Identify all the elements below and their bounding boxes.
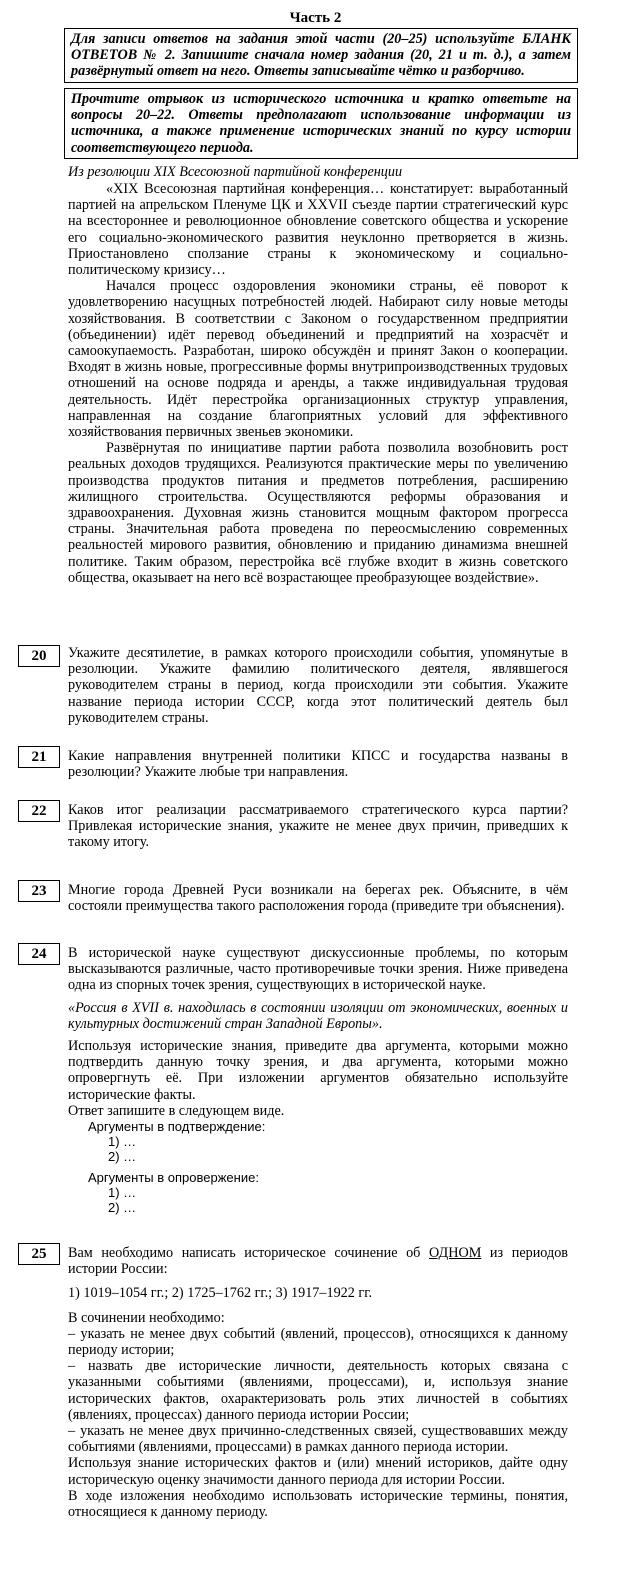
part-title: Часть 2 [289, 10, 342, 26]
question-25-need: В сочинении необходимо: [68, 1309, 225, 1326]
question-23-text: Многие города Древней Руси возникали на берегах рек. Объясните, в чём состояли преимущества такого расположения города (приведите три объяснения). [68, 882, 568, 915]
source-paragraph: Начался процесс оздоровления экономики страны, её поворот к удовлетворению насущных потребностей людей. Набирают силу новые методы хозяйствования. В соответствии с Законом о государственном предприятии (объединении) идёт перевод объединений и предприятий на хозрасчёт и самоокупаемость. Разработан, широко обсуждён и принят Закон о кооперации. Входят в жизнь новые, прогрессивные формы внутрипроизводственных трудовых отношений на основе подряда и аренды, а также индивидуальная трудовая деятельность. Идёт перестройка организационных структур управления, направленная на создание благоприятных условий для эффективного хозяйствования первичных звеньев экономики. [68, 278, 568, 441]
con-label: Аргументы в опровержение: [88, 1170, 259, 1186]
question-20-text: Укажите десятилетие, в рамках которого происходили события, упомянутые в резолюции. Укажите фамилию политического деятеля, являвшегося руководителем страны в период, когда происходили эти события. Укажите название периода истории СССР, когда этот политический деятель был руководителем страны. [68, 645, 568, 726]
pro-arguments [68, 1119, 568, 1215]
question-number-21: 21 [18, 746, 60, 768]
question-24-task: Используя исторические знания, приведите два аргумента, которыми можно подтвердить данную точку зрения, и два аргумента, которыми можно опровергнуть её. При изложении аргументов обязательно используйте исторические факты. [68, 1038, 568, 1103]
requirement-1: – указать не менее двух событий (явлений, процессов), относящихся к данному периоду истории; [68, 1325, 568, 1359]
reading-instruction-box: Прочтите отрывок из исторического источника и кратко ответьте на вопросы 20–22. Ответы предполагают использование информации из источника, а также применение исторических знаний по курсу истории соответствующего периода. [64, 88, 578, 159]
requirement-3: – указать не менее двух причинно-следственных связей, существовавших между событиями (явлениями, процессами) в рамках данного периода истории. [68, 1423, 568, 1456]
question-24-block [68, 945, 568, 1215]
question-24-format: Ответ запишите в следующем виде. [68, 1102, 285, 1119]
question-25-intro [68, 1245, 568, 1277]
con-item: 2) … [108, 1200, 137, 1216]
intro-text-end: из периодов истории России: [68, 1245, 568, 1278]
emphasis-one: ОДНОМ [429, 1245, 482, 1261]
question-number-20: 20 [18, 645, 60, 667]
source-text [68, 181, 568, 586]
question-25-periods: 1) 1019–1054 гг.; 2) 1725–1762 гг.; 3) 1917–1922 гг. [68, 1285, 372, 1302]
question-21-text: Какие направления внутренней политики КПСС и государства названы в резолюции? Укажите любые три направления. [68, 748, 568, 781]
question-number-25: 25 [18, 1243, 60, 1265]
pro-item: 2) … [108, 1149, 137, 1165]
con-item: 1) … [108, 1185, 137, 1201]
source-paragraph: «XIX Всесоюзная партийная конференция… констатирует: выработанный партией на апрельском Пленуме ЦК и XXVII съезде партии стратегический курс на всестороннее и революционное обновление советского общества и ускорение его социально-экономического развития неуклонно претворяется в жизнь. Приостановлено сползание страны к экономическому и социально-политическому кризису… [68, 181, 568, 279]
question-25-terms: В ходе изложения необходимо использовать исторические термины, понятия, относящиеся к данному периоду. [68, 1487, 568, 1521]
intro-text: Вам необходимо написать историческое сочинение об [68, 1245, 429, 1261]
pro-label: Аргументы в подтверждение: [88, 1119, 266, 1135]
question-25-block [68, 1245, 568, 1520]
source-title: Из резолюции XIX Всесоюзной партийной конференции [68, 164, 403, 180]
question-22-text: Каков итог реализации рассматриваемого стратегического курса партии? Привлекая исторические знания, укажите не менее двух причин, приведших к такому итогу. [68, 802, 568, 851]
requirement-2: – назвать две исторические личности, деятельность которых связана с указанными событиями (явлениями, процессами), и, используя знание исторических фактов, охарактеризовать роль этих личностей в событиях (явлениях, процессах) данного периода истории России; [68, 1358, 568, 1423]
question-24-quote: «Россия в XVII в. находилась в состоянии изоляции от экономических, военных и культурных достижений стран Западной Европы». [68, 999, 568, 1032]
pro-item: 1) … [108, 1134, 137, 1150]
question-25-assessment: Используя знание исторических фактов и (или) мнений историков, дайте одну историческую оценку значимости данного периода для истории России. [68, 1455, 568, 1488]
instruction-box: Для записи ответов на задания этой части (20–25) используйте БЛАНК ОТВЕТОВ № 2. Запишите сначала номер задания (20, 21 и т. д.), а затем развёрнутый ответ на него. Ответы записывайте чётко и разборчиво. [64, 28, 578, 83]
source-paragraph: Развёрнутая по инициативе партии работа позволила возобновить рост реальных доходов трудящихся. Реализуются практические меры по увеличению производства продуктов питания и предметов потребления, расширению жилищного строительства. Осуществляются реформы образования и здравоохранения. Духовная жизнь становится мощным фактором прогресса страны. Значительная работа проведена по переосмыслению современных реальностей мирового развития, обновлению и приданию динамизма внешней политике. Таким образом, перестройка всё глубже входит в жизнь советского общества, оказывает на него всё возрастающее преобразующее воздействие». [68, 440, 568, 586]
question-number-24: 24 [18, 943, 60, 965]
question-24-text: В исторической науке существуют дискуссионные проблемы, по которым высказываются различные, часто противоречивые точки зрения. Ниже приведена одна из спорных точек зрения, существующих в исторической науке. [68, 945, 568, 994]
question-number-23: 23 [18, 880, 60, 902]
question-number-22: 22 [18, 800, 60, 822]
